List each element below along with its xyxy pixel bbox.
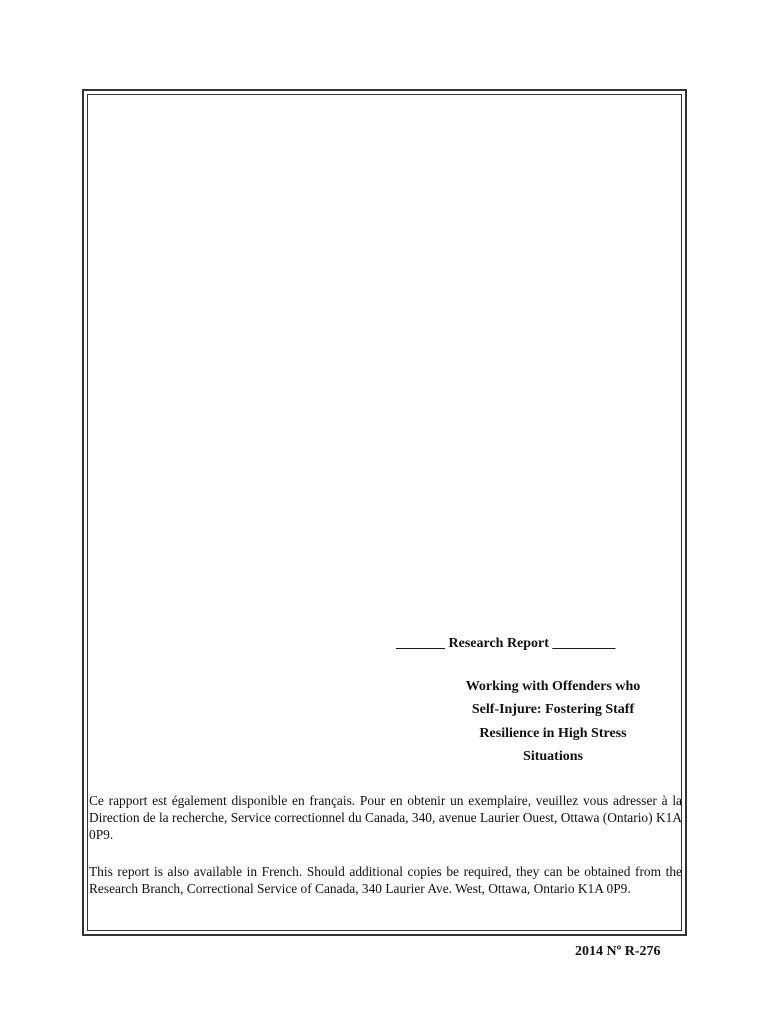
report-title-line: Resilience in High Stress bbox=[479, 725, 627, 741]
english-availability-notice: This report is also available in French. Should additional copies be required, they can be obtained from the Research Branch, Correctional Service of Canada, 340 Laurier Ave. West, Ottawa, Ontario K1A 0P9. bbox=[89, 864, 682, 896]
report-number: 2014 Nº R-276 bbox=[575, 944, 661, 959]
report-title-line: Self-Injure: Fostering Staff bbox=[471, 702, 635, 718]
report-type-label: _______ Research Report _________ bbox=[396, 636, 616, 651]
report-title-line: Working with Offenders who bbox=[465, 679, 641, 694]
report-title bbox=[438, 675, 668, 768]
report-title-line: Situations bbox=[523, 748, 583, 764]
french-availability-notice: Ce rapport est également disponible en français. Pour en obtenir un exemplaire, veuillez vous adresser à la Direction de la recherche, Service correctionnel du Canada, 340, avenue Laurier Ouest, Ottawa (Ontario) K1A 0P9. bbox=[89, 793, 682, 842]
